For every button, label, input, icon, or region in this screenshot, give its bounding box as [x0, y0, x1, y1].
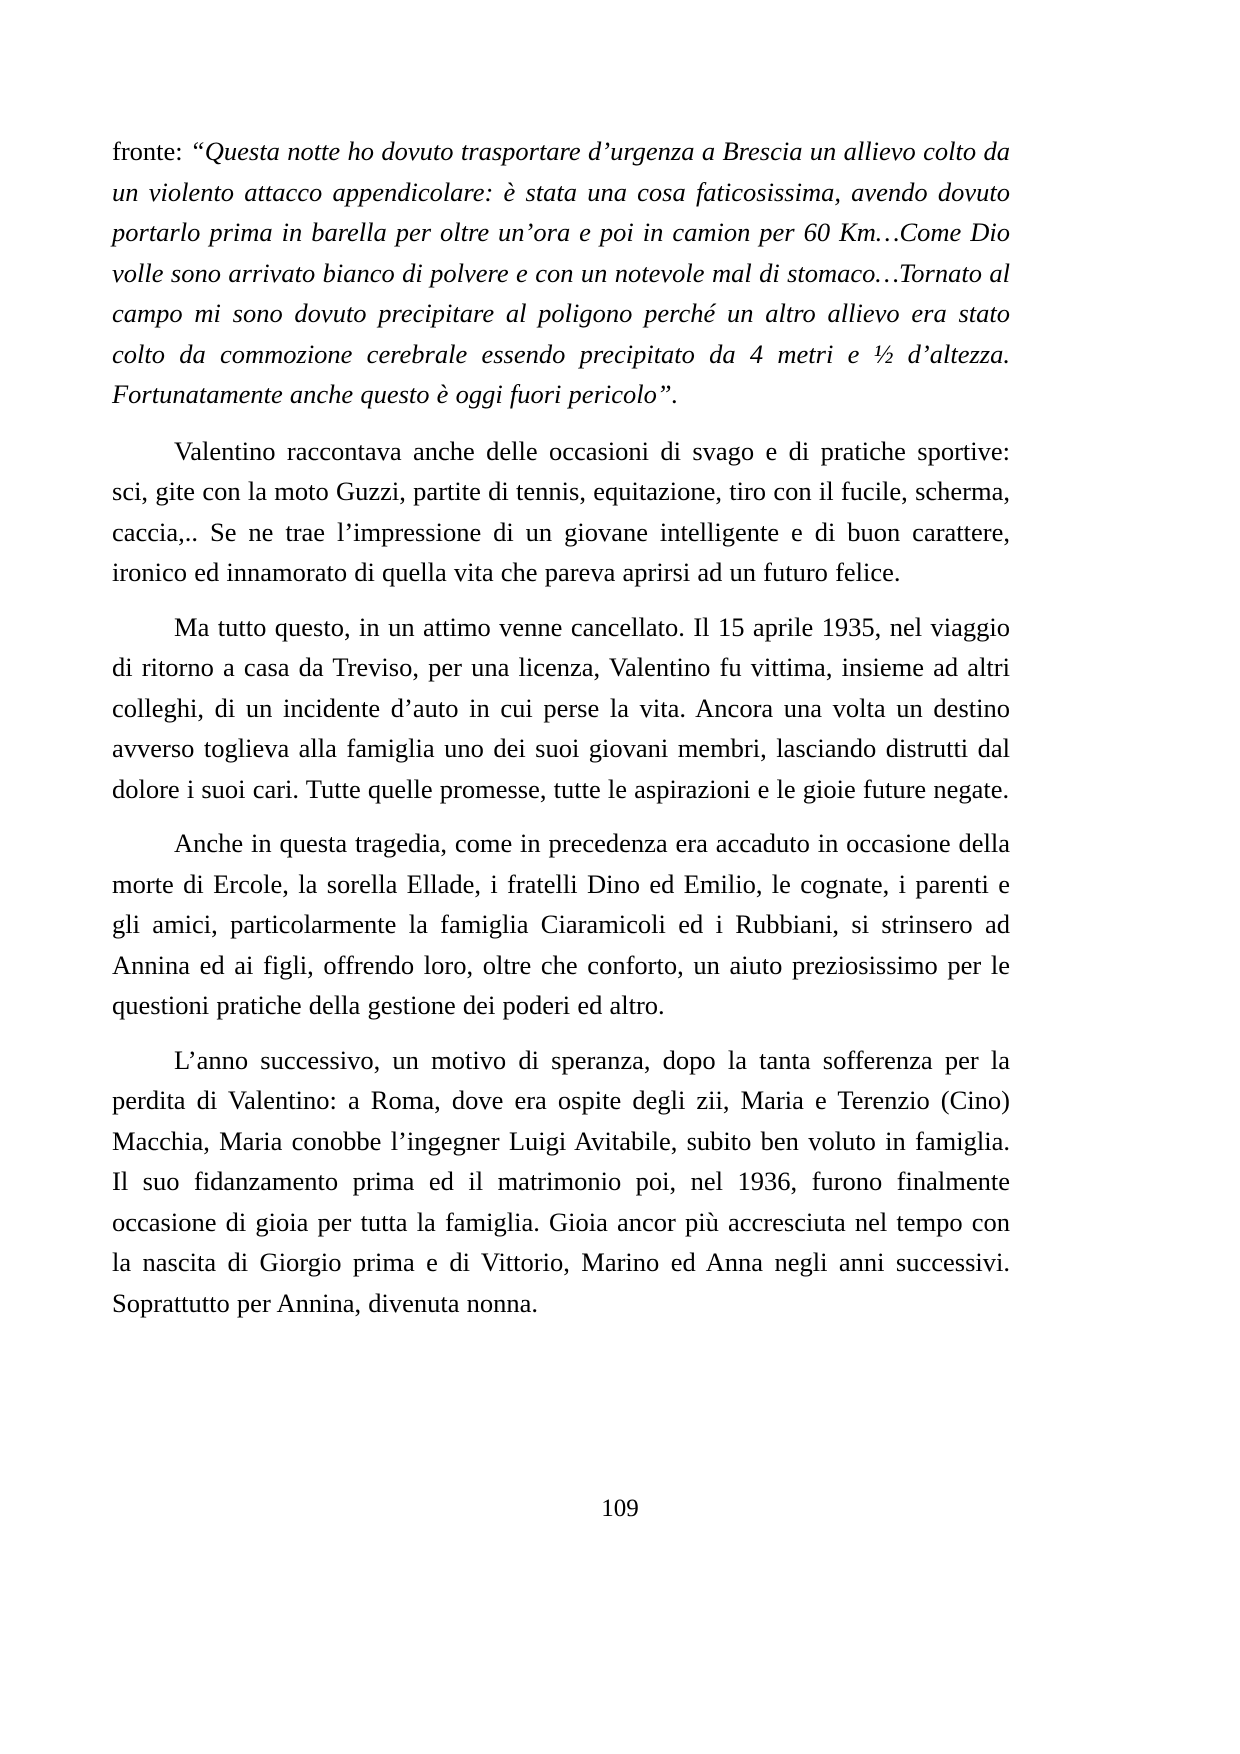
- paragraph-quote-letter: [112, 131, 1010, 415]
- paragraph-valentino-svago: Valentino raccontava anche delle occasioni di svago e di pratiche sportive: sci, gite con la moto Guzzi, partite di tennis, equitazione, tiro con il fucile, scherma, caccia,.. Se ne trae l’impressione di un giovane intelligente e di buon carattere, ironico ed innamorato di quella vita che pareva aprirsi ad un futuro felice.: [112, 435, 1010, 587]
- page-text-body: [112, 131, 1010, 1323]
- page-number: 109: [601, 1495, 639, 1522]
- quote-lead-in: fronte:: [112, 136, 191, 166]
- paragraph-tragedia-famiglia: Anche in questa tragedia, come in precedenza era accaduto in occasione della morte di Ercole, la sorella Ellade, i fratelli Dino ed Emilio, le cognate, i parenti e gli amici, particolarmente la famiglia Ciaramicoli ed i Rubbiani, si strinsero ad Annina ed ai figli, offrendo loro, oltre che conforto, un aiuto preziosissimo per le questioni pratiche della gestione dei poderi ed altro.: [112, 828, 1010, 1020]
- paragraph-anno-successivo: L’anno successivo, un motivo di speranza, dopo la tanta sofferenza per la perdita di Valentino: a Roma, dove era ospite degli zii, Maria e Terenzio (Cino) Macchia, Maria conobbe l’ingegner Luigi Avitabile, subito ben voluto in famiglia. Il suo fidanzamento prima ed il matrimonio poi, nel 1936, furono finalmente occasione di gioia per tutta la famiglia. Gioia ancor più accresciuta nel tempo con la nascita di Giorgio prima e di Vittorio, Marino ed Anna negli anni successivi. Soprattutto per Annina, divenuta nonna.: [112, 1044, 1010, 1318]
- quote-text: “Questa notte ho dovuto trasportare d’urgenza a Brescia un allievo colto da un violento attacco appendicolare: è stata una cosa faticosissima, avendo dovuto portarlo prima in barella per oltre un’ora e poi in camion per 60 Km…Come Dio volle sono arrivato bianco di polvere e con un notevole mal di stomaco…Tornato al campo mi sono dovuto precipitare al poligono perché un altro allievo era stato colto da commozione cerebrale essendo precipitato da 4 metri e ½ d’altezza. Fortunatamente anche questo è oggi fuori pericolo”.: [112, 136, 1010, 409]
- paragraph-incidente-1935: Ma tutto questo, in un attimo venne cancellato. Il 15 aprile 1935, nel viaggio di ritorno a casa da Treviso, per una licenza, Valentino fu vittima, insieme ad altri colleghi, di un incidente d’auto in cui perse la vita. Ancora una volta un destino avverso toglieva alla famiglia uno dei suoi giovani membri, lasciando distrutti dal dolore i suoi cari. Tutte quelle promesse, tutte le aspirazioni e le gioie future negate.: [112, 611, 1010, 804]
